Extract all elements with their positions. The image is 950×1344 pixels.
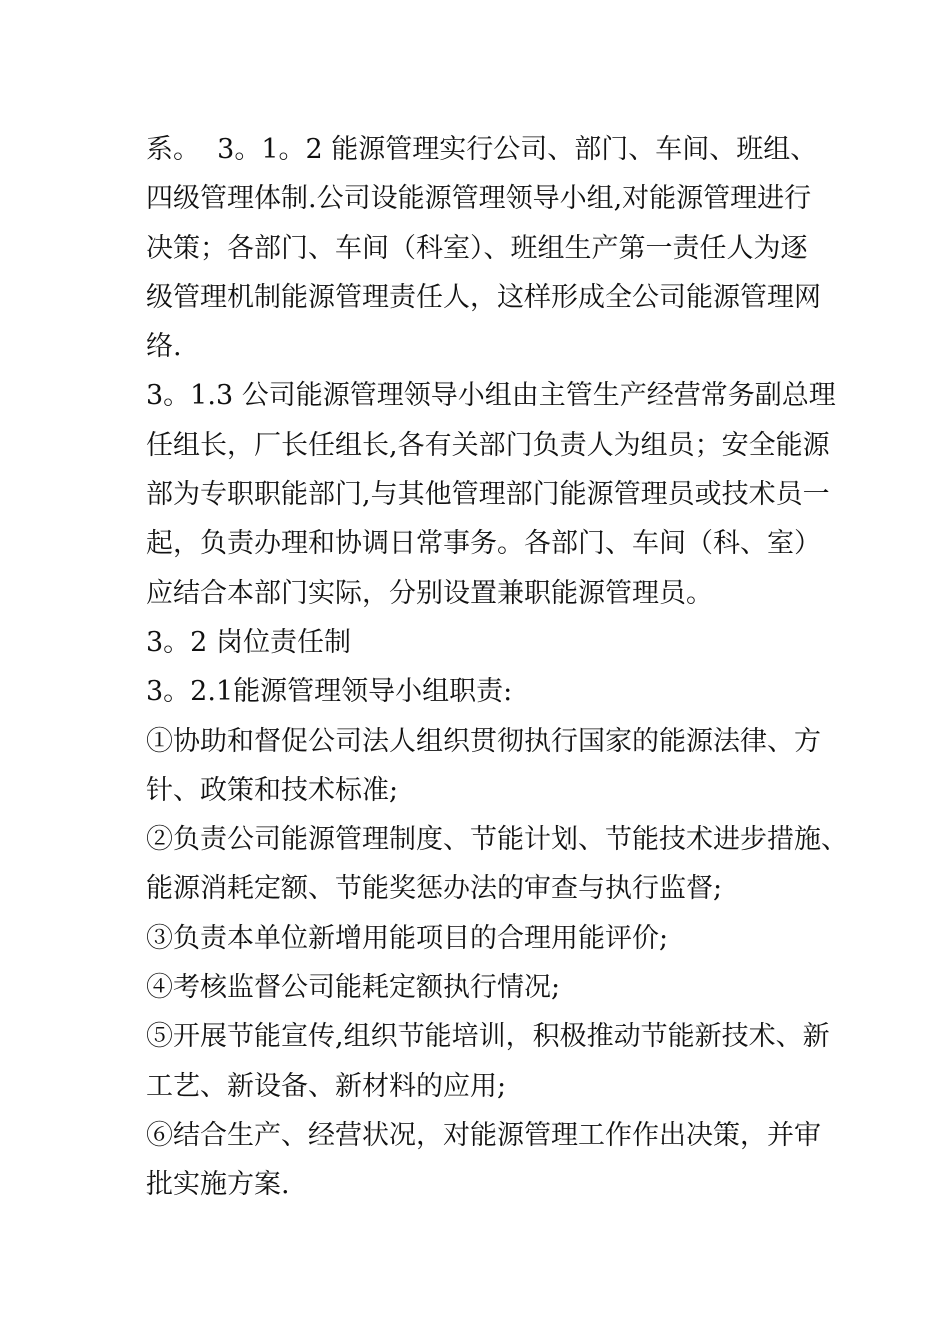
list-item-4: ④考核监督公司能耗定额执行情况; — [146, 972, 561, 1004]
text-line: 应结合本部门实际，分别设置兼职能源管理员。 — [146, 577, 713, 609]
text-line: 四级管理体制.公司设能源管理领导小组,对能源管理进行 — [146, 183, 812, 215]
list-item-1: ①协助和督促公司法人组织贯彻执行国家的能源法律、方 — [146, 725, 821, 757]
section-heading-3-2: 3。2 岗位责任制 — [146, 626, 351, 658]
text-line: 任组长，厂长任组长,各有关部门负责人为组员；安全能源 — [146, 429, 830, 461]
text-line: 针、政策和技术标准; — [146, 774, 399, 806]
section-heading-3-2-1: 3。2.1能源管理领导小组职责: — [146, 676, 513, 708]
text-line: 批实施方案. — [146, 1169, 290, 1201]
text-line: 系。 3。1。2 能源管理实行公司、部门、车间、班组、 — [146, 134, 818, 165]
document-body — [146, 125, 848, 1210]
text-line: 络. — [146, 331, 182, 363]
list-item-5: ⑤开展节能宣传,组织节能培训，积极推动节能新技术、新 — [146, 1021, 830, 1053]
text-line: 起，负责办理和协调日常事务。各部门、车间（科、室） — [146, 528, 821, 560]
list-item-6: ⑥结合生产、经营状况，对能源管理工作作出决策，并审 — [146, 1119, 821, 1151]
text-line: 能源消耗定额、节能奖惩办法的审查与执行监督; — [146, 873, 723, 905]
section-heading-3-1-3: 3。1.3 公司能源管理领导小组由主管生产经营常务副总理 — [146, 380, 836, 412]
list-item-2: ②负责公司能源管理制度、节能计划、节能技术进步措施、 — [146, 824, 848, 856]
text-line: 部为专职职能部门,与其他管理部门能源管理员或技术员一 — [146, 479, 830, 511]
text-line: 级管理机制能源管理责任人，这样形成全公司能源管理网 — [146, 281, 821, 313]
list-item-3: ③负责本单位新增用能项目的合理用能评价; — [146, 922, 669, 954]
text-line: 决策；各部门、车间（科室）、班组生产第一责任人为逐 — [146, 232, 808, 264]
text-line: 工艺、新设备、新材料的应用; — [146, 1070, 507, 1102]
